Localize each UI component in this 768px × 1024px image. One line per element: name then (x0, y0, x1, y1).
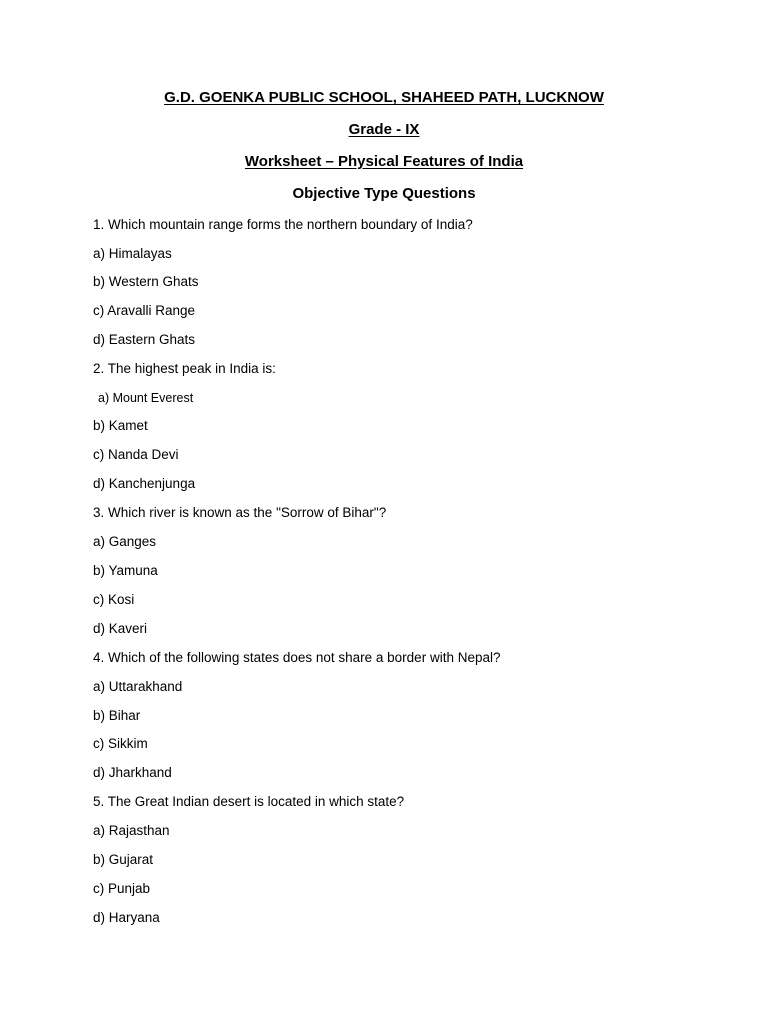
school-title (0, 88, 768, 108)
question-5-option-a: a) Rajasthan (93, 823, 170, 838)
question-4-option-c: c) Sikkim (93, 736, 148, 751)
question-5-option-d: d) Haryana (93, 910, 160, 925)
school-title-text: G.D. GOENKA PUBLIC SCHOOL, SHAHEED PATH, LUCKNOW (164, 89, 604, 106)
question-5: 5. The Great Indian desert is located in which state? (93, 794, 405, 809)
question-5-option-b: b) Gujarat (93, 852, 154, 867)
question-4-option-d: d) Jharkhand (93, 765, 172, 780)
question-1-option-d: d) Eastern Ghats (93, 332, 196, 347)
question-4-option-b: b) Bihar (93, 708, 141, 723)
question-3-option-b: b) Yamuna (93, 563, 158, 578)
question-2: 2. The highest peak in India is: (93, 361, 276, 376)
section-title (0, 184, 768, 204)
question-5-option-c: c) Punjab (93, 881, 151, 896)
question-2-option-c: c) Nanda Devi (93, 447, 179, 462)
question-2-option-b: b) Kamet (93, 418, 148, 433)
question-2-option-a: a) Mount Everest (98, 391, 194, 405)
section-title-text: Objective Type Questions (292, 185, 476, 202)
worksheet-title (0, 152, 768, 172)
question-1: 1. Which mountain range forms the northern boundary of India? (93, 217, 473, 232)
question-2-option-d: d) Kanchenjunga (93, 476, 196, 491)
worksheet-title-text: Worksheet – Physical Features of India (244, 153, 524, 170)
question-4: 4. Which of the following states does not share a border with Nepal? (93, 650, 501, 665)
question-3: 3. Which river is known as the "Sorrow of Bihar"? (93, 505, 387, 520)
question-4-option-a: a) Uttarakhand (93, 679, 183, 694)
question-3-option-c: c) Kosi (93, 592, 135, 607)
grade-title-text: Grade - IX (348, 121, 420, 138)
question-3-option-d: d) Kaveri (93, 621, 148, 636)
question-1-option-b: b) Western Ghats (93, 274, 199, 289)
question-3-option-a: a) Ganges (93, 534, 157, 549)
grade-title (0, 120, 768, 140)
question-1-option-a: a) Himalayas (93, 246, 172, 261)
question-1-option-c: c) Aravalli Range (93, 303, 196, 318)
